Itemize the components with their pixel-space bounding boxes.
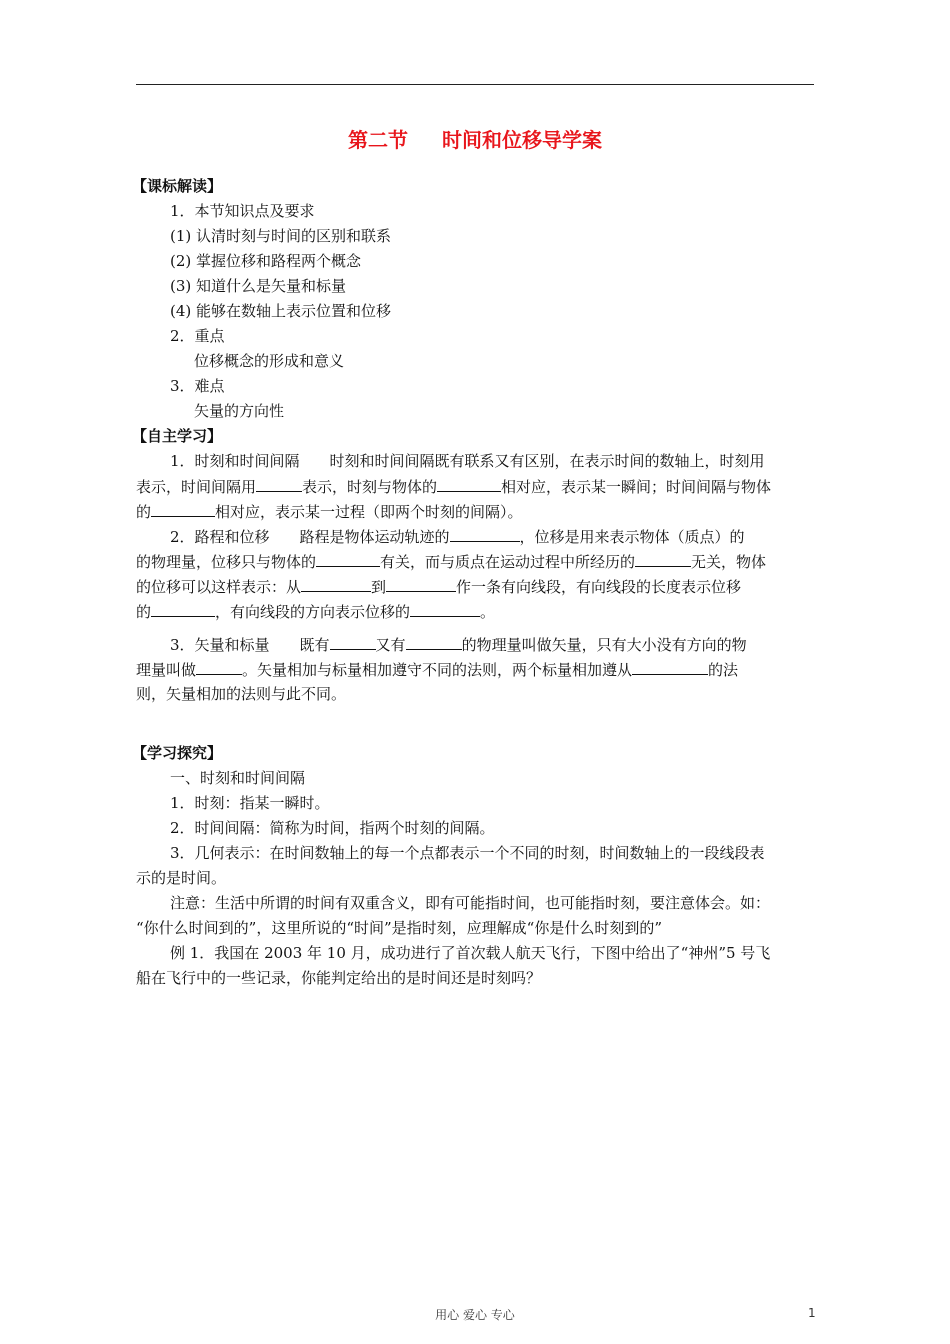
paragraph-line: 3．矢量和标量 既有 又有 的物理量叫做矢量，只有大小没有方向的物 (170, 636, 747, 654)
list-item: 位移概念的形成和意义 (194, 352, 345, 370)
section-heading-zizhu: 【自主学习】 (132, 427, 223, 445)
paragraph-line: 示的是时间。 (136, 869, 227, 887)
list-item: 矢量的方向性 (194, 402, 285, 420)
fill-blank[interactable] (151, 601, 215, 617)
fill-blank[interactable] (151, 501, 215, 517)
fill-blank[interactable] (450, 526, 520, 542)
paragraph-line: 例 1．我国在 2003 年 10 月，成功进行了首次载人航天飞行，下图中给出了“神州”5 号飞 (170, 944, 771, 962)
page-title (0, 124, 950, 153)
fill-blank[interactable] (635, 551, 691, 567)
paragraph-line: 的 相对应，表示某一过程（即两个时刻的间隔）。 (136, 503, 523, 521)
page-footer: 用心 爱心 专心 (435, 1308, 515, 1322)
paragraph-line: 3．几何表示：在时间数轴上的每一个点都表示一个不同的时刻，时间数轴上的一段线段表 (170, 844, 765, 862)
list-item: 1．本节知识点及要求 (170, 202, 315, 220)
paragraph-line: 1．时刻和时间间隔 时刻和时间间隔既有联系又有区别，在表示时间的数轴上，时刻用 (170, 452, 765, 470)
list-item: 2．重点 (170, 327, 225, 345)
section-heading-kebiao: 【课标解读】 (132, 177, 223, 195)
title-section-number: 第二节 (348, 128, 408, 152)
paragraph-line: 的位移可以这样表示：从 到 作一条有向线段，有向线段的长度表示位移 (136, 578, 742, 596)
fill-blank[interactable] (330, 634, 376, 650)
title-text: 时间和位移导学案 (442, 128, 602, 152)
fill-blank[interactable] (406, 634, 462, 650)
list-item: (2) 掌握位移和路程两个概念 (170, 252, 362, 270)
fill-blank[interactable] (632, 659, 708, 675)
paragraph-line: 表示，时间间隔用 表示，时刻与物体的 相对应，表示某一瞬间；时间间隔与物体 (136, 478, 772, 496)
header-rule (136, 84, 814, 85)
section-heading-tanjiu: 【学习探究】 (132, 744, 223, 762)
paragraph-line: “你什么时间到的”，这里所说的“时间”是指时刻，应理解成“你是什么时刻到的” (136, 919, 663, 937)
list-item: (3) 知道什么是矢量和标量 (170, 277, 347, 295)
paragraph-line: 1．时刻：指某一瞬时。 (170, 794, 330, 812)
paragraph-line: 的物理量，位移只与物体的 有关，而与质点在运动过程中所经历的 无关，物体 (136, 553, 767, 571)
fill-blank[interactable] (316, 551, 380, 567)
fill-blank[interactable] (256, 476, 302, 492)
page-number: 1 (808, 1306, 816, 1320)
fill-blank[interactable] (386, 576, 456, 592)
paragraph-line: 一、时刻和时间间隔 (170, 769, 306, 787)
fill-blank[interactable] (301, 576, 371, 592)
paragraph-line: 船在飞行中的一些记录，你能判定给出的是时间还是时刻吗？ (136, 969, 542, 987)
fill-blank[interactable] (437, 476, 501, 492)
list-item: (4) 能够在数轴上表示位置和位移 (170, 302, 392, 320)
paragraph-line: 注意：生活中所谓的时间有双重含义，即有可能指时间，也可能指时刻，要注意体会。如： (170, 894, 771, 912)
list-item: 3．难点 (170, 377, 225, 395)
fill-blank[interactable] (196, 659, 242, 675)
fill-blank[interactable] (410, 601, 480, 617)
paragraph-line: 2．时间间隔：简称为时间，指两个时刻的间隔。 (170, 819, 495, 837)
paragraph-line: 理量叫做 。矢量相加与标量相加遵守不同的法则，两个标量相加遵从 的法 (136, 661, 739, 679)
paragraph-line: 则，矢量相加的法则与此不同。 (136, 685, 347, 703)
list-item: (1) 认清时刻与时间的区别和联系 (170, 227, 392, 245)
paragraph-line: 的 ，有向线段的方向表示位移的 。 (136, 603, 496, 621)
paragraph-line: 2．路程和位移 路程是物体运动轨迹的 ，位移是用来表示物体（质点）的 (170, 528, 745, 546)
